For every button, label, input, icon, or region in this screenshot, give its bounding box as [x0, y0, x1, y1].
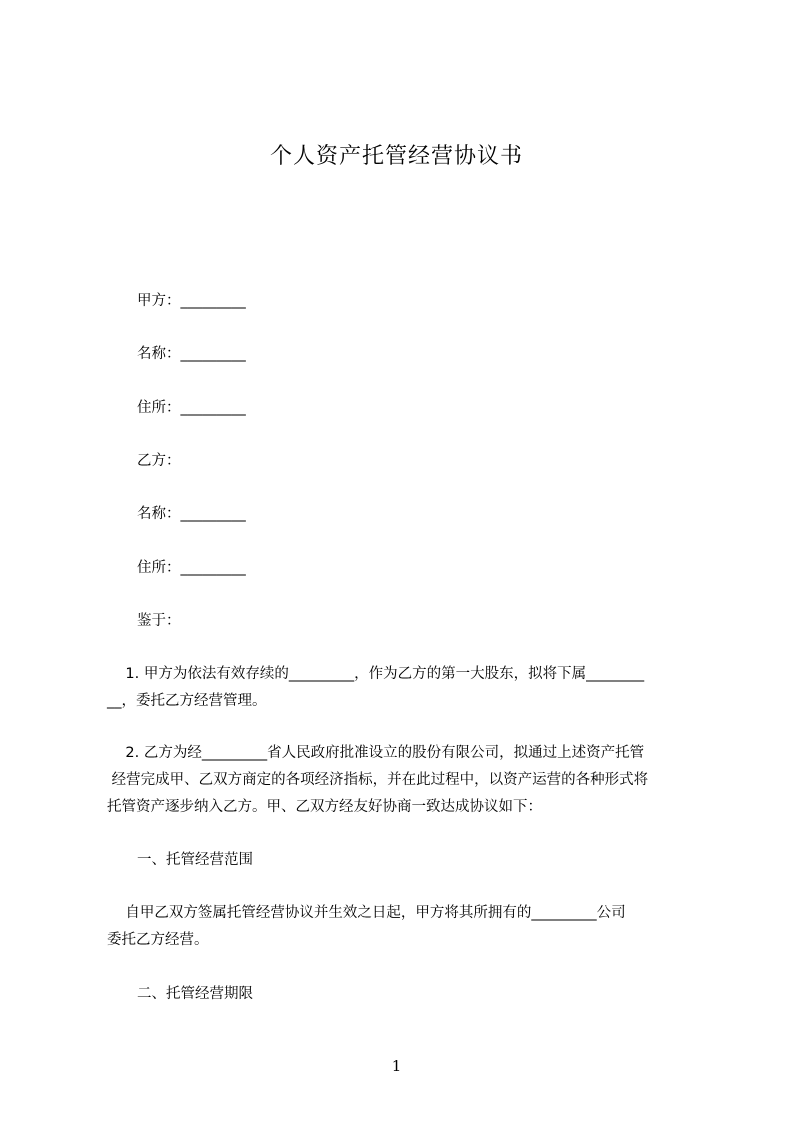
section-1-heading: 一、托管经营范围 [137, 852, 253, 868]
section-1-body-line-2: 委托乙方经营。 [107, 932, 209, 948]
party-a-name: 名称：_________ [137, 346, 246, 362]
clause-2-line-2: 经营完成甲、乙双方商定的各项经济指标，并在此过程中，以资产运营的各种形式将 [107, 772, 649, 788]
section-2-heading: 二、托管经营期限 [137, 986, 253, 1002]
party-b-label: 乙方： [137, 453, 181, 469]
clause-2-line-1: 2. 乙方为经_________省人民政府批准设立的股份有限公司，拟通过上述资产托管 [107, 745, 645, 761]
clause-2-line-3: 托管资产逐步纳入乙方。甲、乙双方经友好协商一致达成协议如下： [107, 799, 542, 815]
document-title: 个人资产托管经营协议书 [269, 144, 523, 169]
party-b-address: 住所：_________ [137, 560, 246, 576]
clause-1-line-1: 1. 甲方为依法有效存续的_________，作为乙方的第一大股东，拟将下属________ [107, 666, 645, 682]
party-a-label: 甲方：_________ [137, 293, 246, 309]
whereas-heading: 鉴于： [137, 613, 181, 629]
party-a-address: 住所：_________ [137, 400, 246, 416]
page-number: 1 [391, 1057, 402, 1075]
clause-1-line-2: __，委托乙方经营管理。 [107, 693, 267, 709]
party-b-name: 名称：_________ [137, 506, 246, 522]
section-1-body-line-1: 自甲乙双方签属托管经营协议并生效之日起，甲方将其所拥有的_________公司 [107, 905, 626, 921]
